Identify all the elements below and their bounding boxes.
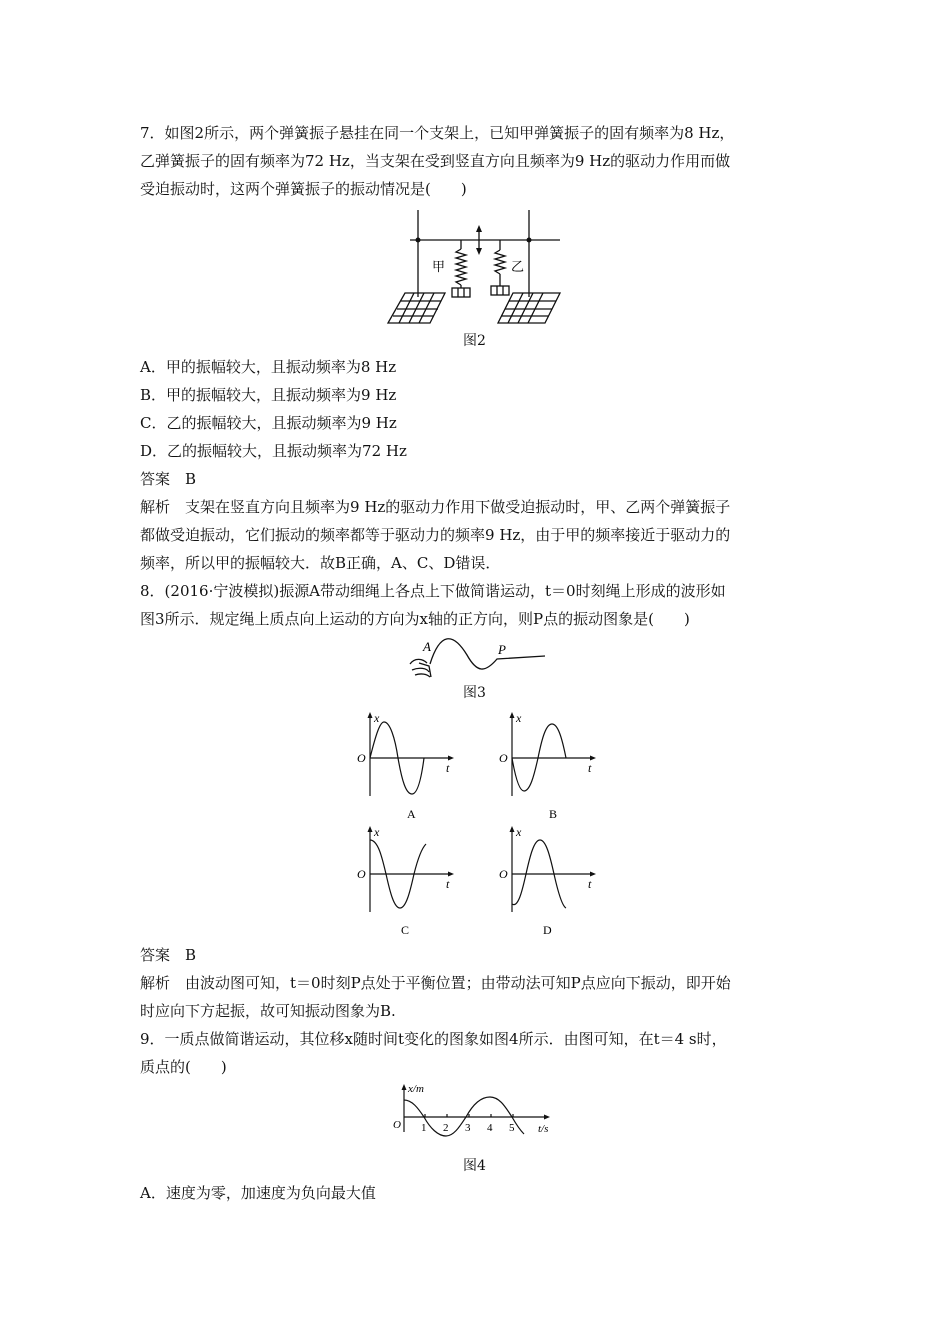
fig4-tick-2: 2 bbox=[443, 1122, 449, 1134]
axis-x-label: x bbox=[374, 825, 380, 839]
figure-3-rope-wave bbox=[405, 637, 550, 682]
fig4-tick-5: 5 bbox=[509, 1122, 515, 1134]
q9-line-1: 9．一质点做简谐运动，其位移x随时间t变化的图象如图4所示．由图可知，在t＝4 s时， bbox=[140, 1030, 727, 1048]
graph-option-a bbox=[350, 706, 470, 831]
axis-x-label: x bbox=[516, 711, 522, 725]
fig4-tick-3: 3 bbox=[465, 1122, 471, 1134]
q8-line-2: 图3所示．规定绳上质点向上运动的方向为x轴的正方向，则P点的振动图象是( ) bbox=[140, 610, 690, 628]
option-label: B bbox=[549, 807, 558, 821]
graph-option-c bbox=[350, 822, 470, 947]
q7-analysis-1: 解析 支架在竖直方向且频率为9 Hz的驱动力作用下做受迫振动时，甲、乙两个弹簧振子 bbox=[140, 498, 731, 516]
option-label: A bbox=[407, 807, 416, 821]
q7-analysis-2: 都做受迫振动，它们振动的频率都等于驱动力的频率9 Hz，由于甲的频率接近于驱动力的 bbox=[140, 526, 731, 544]
q7-line-1: 7．如图2所示，两个弹簧振子悬挂在同一个支架上，已知甲弹簧振子的固有频率为8 Hz， bbox=[140, 124, 735, 142]
axis-x-label: x bbox=[374, 711, 380, 725]
graph-option-d bbox=[492, 822, 612, 947]
fig4-axis-x: t/s bbox=[538, 1123, 549, 1135]
axis-t-label: t bbox=[446, 877, 450, 891]
q9-line-2: 质点的( ) bbox=[140, 1058, 227, 1076]
figure-2-caption: 图2 bbox=[463, 333, 486, 349]
q8-answer: 答案 B bbox=[140, 946, 197, 964]
fig4-tick-1: 1 bbox=[421, 1122, 427, 1134]
fig4-origin: O bbox=[393, 1119, 401, 1131]
q7-option-d: D．乙的振幅较大，且振动频率为72 Hz bbox=[140, 442, 407, 460]
graph-option-b bbox=[492, 706, 612, 831]
fig2-label-jia: 甲 bbox=[432, 259, 446, 274]
q8-analysis-2: 时应向下方起振，故可知振动图象为B. bbox=[140, 1002, 396, 1020]
q8-analysis-1: 解析 由波动图可知，t＝0时刻P点处于平衡位置；由带动法可知P点应向下振动，即开始 bbox=[140, 974, 731, 992]
q7-option-c: C．乙的振幅较大，且振动频率为9 Hz bbox=[140, 414, 397, 432]
q7-line-2: 乙弹簧振子的固有频率为72 Hz，当支架在受到竖直方向且频率为9 Hz的驱动力作用而做 bbox=[140, 152, 731, 170]
q7-analysis-3: 频率，所以甲的振幅较大．故B正确，A、C、D错误． bbox=[140, 554, 501, 572]
origin-label: O bbox=[357, 867, 366, 881]
axis-x-label: x bbox=[516, 825, 522, 839]
fig3-label-p: P bbox=[498, 642, 506, 657]
origin-label: O bbox=[357, 751, 366, 765]
axis-t-label: t bbox=[446, 761, 450, 775]
axis-t-label: t bbox=[588, 877, 592, 891]
q7-answer: 答案 B bbox=[140, 470, 197, 488]
q9-option-a: A．速度为零，加速度为负向最大值 bbox=[140, 1184, 376, 1202]
origin-label: O bbox=[499, 751, 508, 765]
option-label: C bbox=[401, 923, 410, 937]
fig3-label-a: A bbox=[423, 639, 431, 654]
fig4-tick-4: 4 bbox=[487, 1122, 493, 1134]
fig4-axis-y: x/m bbox=[408, 1083, 424, 1095]
fig2-label-yi: 乙 bbox=[511, 259, 525, 274]
q8-line-1: 8．(2016·宁波模拟)振源A带动细绳上各点上下做简谐运动，t＝0时刻绳上形成的波形如 bbox=[140, 582, 726, 600]
axis-t-label: t bbox=[588, 761, 592, 775]
q7-option-b: B．甲的振幅较大，且振动频率为9 Hz bbox=[140, 386, 397, 404]
q7-option-a: A．甲的振幅较大，且振动频率为8 Hz bbox=[140, 358, 397, 376]
origin-label: O bbox=[499, 867, 508, 881]
q7-line-3: 受迫振动时，这两个弹簧振子的振动情况是( ) bbox=[140, 180, 467, 198]
option-label: D bbox=[543, 923, 552, 937]
figure-4-caption: 图4 bbox=[463, 1158, 486, 1174]
figure-2-spring-oscillators bbox=[380, 205, 580, 330]
figure-3-caption: 图3 bbox=[463, 685, 486, 701]
figure-4-displacement-time-graph bbox=[388, 1080, 568, 1142]
